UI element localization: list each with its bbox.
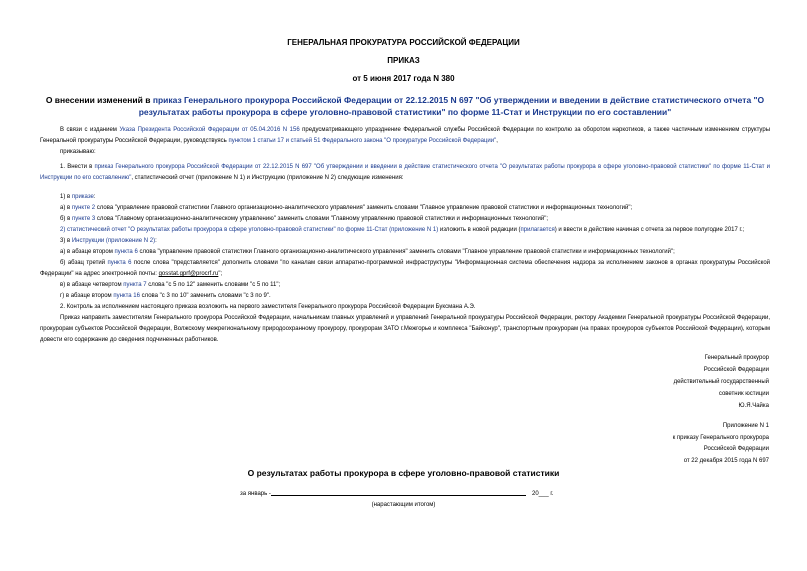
item-2: 2. Контроль за исполнением настоящего приказа возложить на первого заместителя Генерального прокурора Российской Федерации Буксмана А.Э. <box>60 304 476 310</box>
subitem-1a-text-b: слова "управление правовой статистики Главного организационно-аналитического управления" заменить словами "Главное управление правовой статистики и информационных технологий"; <box>95 205 633 211</box>
orders-line: приказываю: <box>60 149 96 155</box>
subitem-1a-text-a: а) в <box>60 205 72 211</box>
report-form-link[interactable]: 2) статистический отчет "О результатах работы прокурора в сфере уголовно-правовой статистики" по форме 11-Стат (приложение N 1) <box>60 227 439 233</box>
point-3-link[interactable]: пункте 3 <box>71 216 96 222</box>
intro-paragraph <box>40 125 770 147</box>
subitem-3a <box>40 247 770 258</box>
subitem-2 <box>40 225 770 236</box>
subject-text: О внесении изменений в <box>45 95 153 105</box>
subitem-3c <box>40 280 770 291</box>
signature-line-3: действительный государственный <box>673 379 769 385</box>
subitem-3b-text-b: после слова "представляется" дополнить словами "по каналам связи аппаратно-программной инфраструктуры "Информационная система обеспечения надзора за исполнением законов в органах прокуратуры Российской Федерации" на адрес электронной почты: <box>40 260 771 277</box>
item-1 <box>40 162 770 184</box>
year-suffix: 20___ г. <box>532 491 554 497</box>
item-1-text-a: 1. Внести в <box>60 164 95 170</box>
subitem-3d-text-b: слова "с 3 по 10" заменить словами "с 3 по 9". <box>139 293 271 299</box>
item-1-text-b: , статистический отчет (приложение N 1) и Инструкцию (приложение N 2) следующие изменения: <box>131 175 404 181</box>
order-link[interactable]: приказе <box>71 194 94 200</box>
subitem-3d <box>40 291 770 302</box>
subitem-1a <box>40 203 770 214</box>
attached-link[interactable]: прилагается <box>520 227 555 233</box>
period-prefix: за январь - <box>240 491 271 497</box>
document-type: ПРИКАЗ <box>387 56 420 65</box>
appendix-line-3: Российской Федерации <box>703 446 769 452</box>
subitem-3b <box>40 258 770 280</box>
subitem-1 <box>40 192 770 203</box>
subitem-3-text-a: 3) в <box>60 238 72 244</box>
intro-text-b: предусматривающего упразднение Федеральной службы Российской Федерации по контролю за оборотом наркотиков, а также частичным изменением структуры Генеральной прокуратуры Российской Федерации, руководствуясь <box>40 127 771 144</box>
point-6-link[interactable]: пункта 6 <box>114 249 138 255</box>
signature-block <box>609 352 769 412</box>
document-date: от 5 июня 2017 года N 380 <box>352 74 455 83</box>
signature-line-2: Российской Федерации <box>703 367 769 373</box>
point-16-link[interactable]: пункта 16 <box>113 293 140 299</box>
period-field-line <box>271 495 526 496</box>
subitem-3-text-b: : <box>155 238 157 244</box>
subitem-3 <box>40 236 770 247</box>
subitem-3b-text-c: "; <box>218 271 223 277</box>
distribution-paragraph: Приказ направить заместителям Генерального прокурора Российской Федерации, начальникам главных управлений и управлений Генеральной прокуратуры Российской Федерации, ректору Академии Генеральной прокуратуры Российской Федерации, прокурорам субъектов Российской Федерации, Волжскому межрегиональному природоохранному прокурору, прокурорам ЗАТО г.Межгорье и комплекса "Байконур", транспортным прокурорам (на правах прокуроров субъектов Российской Федерации), которым довести его содержание до сведения подчиненных работников. <box>40 315 770 343</box>
subitem-1b-text-a: б) в <box>60 216 72 222</box>
subitem-3c-text-a: в) в абзаце четвертом <box>60 282 124 288</box>
form-title: О результатах работы прокурора в сфере уголовно-правовой статистики <box>247 468 560 478</box>
intro-text-a: В связи с изданием <box>60 127 120 133</box>
subitem-2-text-b: ) и ввести в действие начиная с отчета за первое полугодие 2017 г.; <box>554 227 745 233</box>
subitem-3c-text-b: слова "с 5 по 12" заменить словами "с 5 по 11"; <box>146 282 281 288</box>
subitem-1-text-b: : <box>93 194 96 200</box>
signature-line-4: советник юстиции <box>718 391 769 397</box>
signature-name: Ю.Я.Чайка <box>738 403 769 409</box>
point-2-link[interactable]: пункте 2 <box>71 205 96 211</box>
decree-link[interactable]: Указа Президента Российской Федерации от 05.04.2016 N 156 <box>119 127 300 133</box>
document-subject <box>40 94 770 118</box>
subitem-1b <box>40 214 770 225</box>
organization-heading: ГЕНЕРАЛЬНАЯ ПРОКУРАТУРА РОССИЙСКОЙ ФЕДЕРАЦИИ <box>287 38 520 47</box>
subject-order-link[interactable]: приказ Генерального прокурора Российской Федерации от 22.12.2015 N 697 "Об утверждении и введении в действие статистического отчета "О результатах работы прокурора в сфере уголовно-правовой статистики" по форме 11-Стат и Инструкции по его составлении" <box>138 95 765 117</box>
instruction-link[interactable]: Инструкции (приложение N 2) <box>71 238 156 244</box>
subitem-1b-text-b: слова "Главному организационно-аналитическому управлению" заменить словами "Главному управлению правовой статистики и информационных технологий"; <box>95 216 549 222</box>
order-697-link[interactable]: приказ Генерального прокурора Российской Федерации от 22.12.2015 N 697 "Об утверждении и введении в действие статистического отчета "О результатах работы прокурора в сфере уголовно-правовой статистики" по форме 11-Стат и Инструкции по его составлению" <box>40 164 770 181</box>
email-address[interactable]: gosstat.gprf@procrf.ru <box>158 271 219 277</box>
cumulative-note: (нарастающим итогом) <box>371 502 436 508</box>
subitem-3d-text-a: г) в абзаце втором <box>60 293 114 299</box>
appendix-block <box>549 421 769 467</box>
point-6-link-2[interactable]: пункта 6 <box>107 260 132 266</box>
subitem-3a-text-b: слова "управление правовой статистики Главного организационно-аналитического управления" заменить словами "Главное управление правовой статистики и информационных технологий"; <box>137 249 675 255</box>
point-7-link[interactable]: пункта 7 <box>123 282 147 288</box>
subitem-1-text-a: 1) в <box>60 194 72 200</box>
signature-line-1: Генеральный прокурор <box>704 355 769 361</box>
appendix-line-1: Приложение N 1 <box>722 423 769 429</box>
document-body <box>40 125 770 346</box>
subitem-2-text-a: изложить в новой редакции ( <box>438 227 521 233</box>
intro-text-c: , <box>496 138 498 144</box>
subitem-3b-text-a: б) абзац третий <box>60 260 108 266</box>
appendix-line-4: от 22 декабря 2015 года N 697 <box>683 457 769 464</box>
subitem-3a-text-a: а) в абзаце втором <box>60 249 115 255</box>
appendix-line-2: к приказу Генерального прокурора <box>672 434 769 441</box>
law-link[interactable]: пунктом 1 статьи 17 и статьей 51 Федерального закона "О прокуратуре Российской Федерации" <box>228 138 497 144</box>
